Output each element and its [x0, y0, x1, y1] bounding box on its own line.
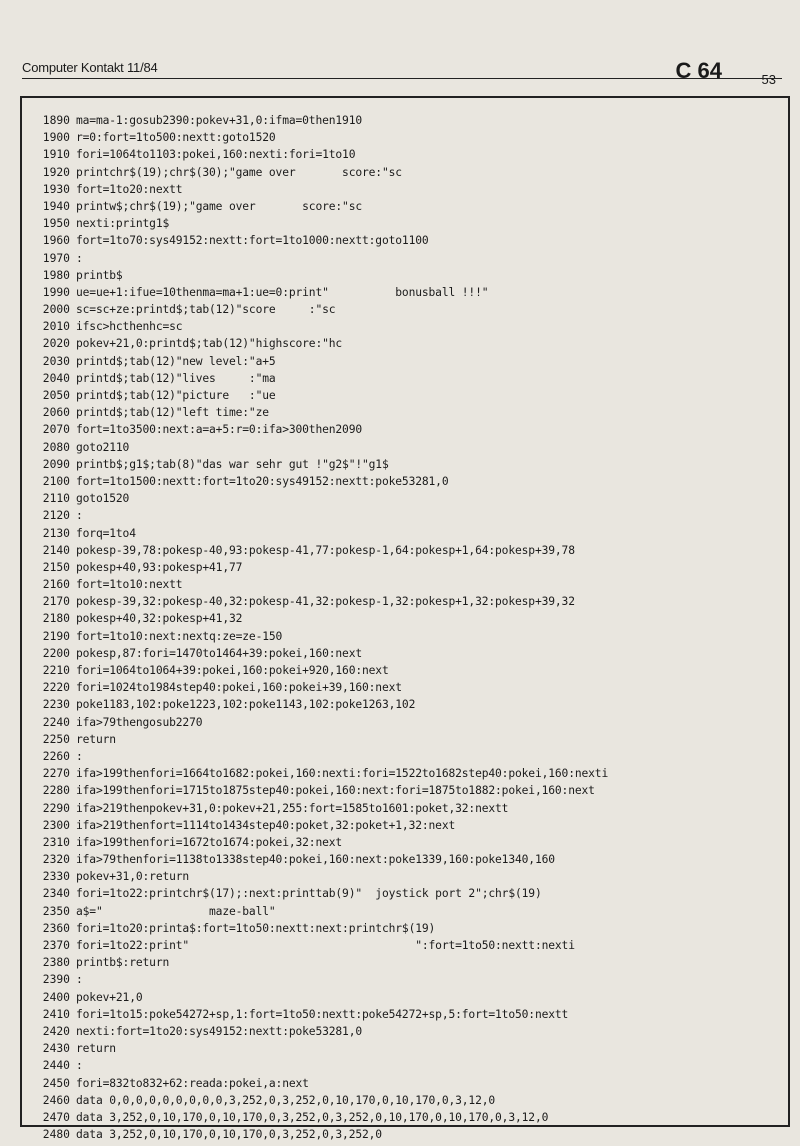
code-line — [28, 885, 786, 902]
line-number: 2310 — [42, 835, 70, 849]
line-number: 2150 — [42, 560, 70, 574]
line-number: 2460 — [42, 1093, 70, 1107]
code-line — [28, 954, 786, 971]
line-code: : — [76, 509, 83, 523]
code-line — [28, 800, 786, 817]
code-line — [28, 559, 786, 576]
code-line — [28, 129, 786, 146]
line-number: 2220 — [42, 681, 70, 695]
line-number: 2300 — [42, 818, 70, 832]
code-line — [28, 250, 786, 267]
line-number: 2390 — [42, 973, 70, 987]
line-code: fori=1to20:printa$:fort=1to50:nextt:next:printchr$(19) — [76, 921, 436, 935]
code-line — [28, 335, 786, 352]
line-code: pokesp+40,93:pokesp+41,77 — [76, 560, 243, 574]
code-line — [28, 198, 786, 215]
code-line — [28, 989, 786, 1006]
code-line — [28, 576, 786, 593]
line-number: 1900 — [42, 131, 70, 145]
line-code: printd$;tab(12)"left time:"ze — [76, 406, 269, 420]
code-line — [28, 765, 786, 782]
line-code: a$=" maze-ball" — [76, 904, 276, 918]
code-line — [28, 542, 786, 559]
code-line — [28, 370, 786, 387]
line-code: ifa>199thenfori=1672to1674:pokei,32:next — [76, 835, 343, 849]
line-code: return — [76, 1042, 116, 1056]
line-code: forq=1to4 — [76, 526, 136, 540]
program-listing-box — [20, 96, 790, 1142]
code-line — [28, 473, 786, 490]
line-code: fori=1024to1984step40:pokei,160:pokei+39,160:next — [76, 681, 402, 695]
line-code: ifsc>hcthenhc=sc — [76, 320, 183, 334]
line-number: 2270 — [42, 767, 70, 781]
code-line — [28, 610, 786, 627]
line-code: printb$ — [76, 268, 123, 282]
line-number: 2000 — [42, 303, 70, 317]
line-number: 1910 — [42, 148, 70, 162]
code-line — [28, 215, 786, 232]
line-code: ifa>219thenfort=1114to1434step40:poket,32:poket+1,32:next — [76, 818, 456, 832]
code-line — [28, 748, 786, 765]
line-number: 2170 — [42, 595, 70, 609]
line-number: 2230 — [42, 698, 70, 712]
line-code: ue=ue+1:ifue=10thenma=ma+1:ue=0:print" bonusball !!!" — [76, 285, 489, 299]
line-code: ifa>219thenpokev+31,0:pokev+21,255:fort=1585to1601:poket,32:nextt — [76, 801, 509, 815]
line-code: ifa>79thenfori=1138to1338step40:pokei,160:next:poke1339,160:poke1340,160 — [76, 853, 555, 867]
code-line — [28, 507, 786, 524]
line-code: printb$:return — [76, 956, 170, 970]
code-line — [28, 1092, 786, 1109]
header-rule — [22, 78, 782, 79]
line-number: 2120 — [42, 509, 70, 523]
line-code: printd$;tab(12)"new level:"a+5 — [76, 354, 276, 368]
code-line — [28, 817, 786, 834]
line-number: 2190 — [42, 629, 70, 643]
line-code: goto1520 — [76, 492, 130, 506]
line-number: 2350 — [42, 904, 70, 918]
line-number: 2280 — [42, 784, 70, 798]
line-code: ma=ma-1:gosub2390:pokev+31,0:ifma=0then1910 — [76, 114, 363, 127]
line-code: sc=sc+ze:printd$;tab(12)"score :"sc — [76, 303, 336, 317]
line-code: printd$;tab(12)"picture :"ue — [76, 389, 276, 402]
line-code: ifa>199thenfori=1715to1875step40:pokei,160:next:fori=1875to1882:pokei,160:next — [76, 784, 595, 798]
line-code: : — [76, 1059, 83, 1073]
code-line — [28, 851, 786, 868]
line-number: 1890 — [42, 114, 70, 127]
code-line — [28, 971, 786, 988]
line-number: 2030 — [42, 354, 70, 368]
line-code: : — [76, 251, 83, 265]
code-line — [28, 404, 786, 421]
line-code: fori=832to832+62:reada:pokei,a:next — [76, 1076, 309, 1090]
line-number: 2320 — [42, 853, 70, 867]
line-code: fori=1064to1064+39:pokei,160:pokei+920,160:next — [76, 664, 389, 677]
line-number: 1950 — [42, 217, 70, 231]
code-line — [28, 593, 786, 610]
code-line — [28, 181, 786, 198]
line-number: 2210 — [42, 664, 70, 677]
line-number: 1920 — [42, 165, 70, 179]
line-code: pokesp-39,32:pokesp-40,32:pokesp-41,32:pokesp-1,32:pokesp+1,32:pokesp+39,32 — [76, 595, 575, 609]
code-line — [28, 679, 786, 696]
code-line — [28, 662, 786, 679]
code-line — [28, 1057, 786, 1074]
line-code: fort=1to70:sys49152:nextt:fort=1to1000:nextt:goto1100 — [76, 234, 429, 248]
line-number: 2440 — [42, 1059, 70, 1073]
code-line — [28, 456, 786, 473]
line-number: 2010 — [42, 320, 70, 334]
line-number: 2420 — [42, 1024, 70, 1038]
line-number: 2050 — [42, 389, 70, 402]
line-number: 2370 — [42, 939, 70, 952]
brand-label: C 64 — [675, 58, 722, 83]
line-code: fort=1to10:nextt — [76, 578, 183, 592]
code-line — [28, 714, 786, 731]
code-line — [28, 1126, 786, 1143]
code-line — [28, 1040, 786, 1057]
line-number: 1930 — [42, 182, 70, 196]
line-code: fort=1to10:next:nextq:ze=ze-150 — [76, 629, 283, 643]
line-code: : — [76, 973, 83, 987]
line-number: 2080 — [42, 440, 70, 454]
magazine-title: Computer Kontakt 11/84 — [22, 60, 158, 75]
code-line — [28, 146, 786, 163]
code-line — [28, 1006, 786, 1023]
code-line — [28, 267, 786, 284]
line-code: pokesp,87:fori=1470to1464+39:pokei,160:next — [76, 646, 363, 660]
line-number: 2040 — [42, 371, 70, 385]
line-number: 1940 — [42, 199, 70, 213]
line-number: 2140 — [42, 543, 70, 557]
line-code: nexti:fort=1to20:sys49152:nextt:poke53281,0 — [76, 1024, 363, 1038]
line-number: 1960 — [42, 234, 70, 248]
code-line — [28, 1109, 786, 1126]
program-listing — [28, 112, 786, 1143]
line-code: r=0:fort=1to500:nextt:goto1520 — [76, 131, 276, 145]
page-number: 53 — [761, 72, 776, 87]
code-line — [28, 920, 786, 937]
line-number: 1980 — [42, 268, 70, 282]
code-line — [28, 834, 786, 851]
line-number: 2480 — [42, 1128, 70, 1142]
code-line — [28, 782, 786, 799]
code-line — [28, 731, 786, 748]
line-code: printd$;tab(12)"lives :"ma — [76, 371, 276, 385]
line-code: goto2110 — [76, 440, 130, 454]
line-number: 2180 — [42, 612, 70, 626]
line-code: data 0,0,0,0,0,0,0,0,0,3,252,0,3,252,0,10,170,0,10,170,0,3,12,0 — [76, 1093, 496, 1107]
line-number: 2100 — [42, 474, 70, 488]
line-code: data 3,252,0,10,170,0,10,170,0,3,252,0,3,252,0,10,170,0,10,170,0,3,12,0 — [76, 1110, 549, 1124]
line-number: 2110 — [42, 492, 70, 506]
code-line — [28, 353, 786, 370]
code-line — [28, 628, 786, 645]
line-code: ifa>199thenfori=1664to1682:pokei,160:nexti:fori=1522to1682step40:pokei,160:nexti — [76, 767, 609, 781]
code-line — [28, 525, 786, 542]
code-line — [28, 164, 786, 181]
line-number: 1990 — [42, 285, 70, 299]
line-number: 2330 — [42, 870, 70, 884]
code-line — [28, 318, 786, 335]
line-code: pokev+21,0:printd$;tab(12)"highscore:"hc — [76, 337, 343, 351]
line-code: printb$;g1$;tab(8)"das war sehr gut !"g2$"!"g1$ — [76, 457, 389, 471]
code-line — [28, 284, 786, 301]
code-line — [28, 112, 786, 129]
line-number: 2090 — [42, 457, 70, 471]
line-code: fort=1to20:nextt — [76, 182, 183, 196]
line-number: 2360 — [42, 921, 70, 935]
code-line — [28, 232, 786, 249]
line-number: 2060 — [42, 406, 70, 420]
code-line — [28, 1023, 786, 1040]
line-code: fort=1to3500:next:a=a+5:r=0:ifa>300then2090 — [76, 423, 363, 437]
line-number: 2020 — [42, 337, 70, 351]
line-number: 2240 — [42, 715, 70, 729]
code-line — [28, 490, 786, 507]
code-line — [28, 903, 786, 920]
line-code: printchr$(19);chr$(30);"game over score:"sc — [76, 165, 402, 179]
line-number: 2430 — [42, 1042, 70, 1056]
line-code: ifa>79thengosub2270 — [76, 715, 203, 729]
line-number: 2290 — [42, 801, 70, 815]
code-line — [28, 387, 786, 404]
line-code: poke1183,102:poke1223,102:poke1143,102:poke1263,102 — [76, 698, 416, 712]
line-number: 2200 — [42, 646, 70, 660]
line-code: fori=1to15:poke54272+sp,1:fort=1to50:nextt:poke54272+sp,5:fort=1to50:nextt — [76, 1007, 569, 1021]
line-code: nexti:printg1$ — [76, 217, 170, 231]
line-number: 2260 — [42, 749, 70, 763]
line-number: 1970 — [42, 251, 70, 265]
line-number: 2400 — [42, 990, 70, 1004]
line-number: 2380 — [42, 956, 70, 970]
line-number: 2130 — [42, 526, 70, 540]
line-number: 2450 — [42, 1076, 70, 1090]
line-code: pokesp+40,32:pokesp+41,32 — [76, 612, 243, 626]
line-code: fori=1to22:printchr$(17);:next:printtab(9)" joystick port 2";chr$(19) — [76, 887, 542, 901]
line-code: fori=1064to1103:pokei,160:nexti:fori=1to10 — [76, 148, 356, 162]
line-number: 2250 — [42, 732, 70, 746]
line-code: printw$;chr$(19);"game over score:"sc — [76, 199, 363, 213]
line-code: return — [76, 732, 116, 746]
line-code: data 3,252,0,10,170,0,10,170,0,3,252,0,3,252,0 — [76, 1128, 382, 1142]
line-code: pokesp-39,78:pokesp-40,93:pokesp-41,77:pokesp-1,64:pokesp+1,64:pokesp+39,78 — [76, 543, 575, 557]
code-line — [28, 645, 786, 662]
line-code: pokev+21,0 — [76, 990, 143, 1004]
code-line — [28, 421, 786, 438]
line-code: pokev+31,0:return — [76, 870, 190, 884]
page-header — [22, 50, 782, 92]
line-number: 2160 — [42, 578, 70, 592]
code-line — [28, 439, 786, 456]
code-line — [28, 696, 786, 713]
code-line — [28, 868, 786, 885]
line-number: 2070 — [42, 423, 70, 437]
line-code: fori=1to22:print" ":fort=1to50:nextt:nexti — [76, 939, 575, 952]
line-number: 2470 — [42, 1110, 70, 1124]
line-code: : — [76, 749, 83, 763]
line-number: 2410 — [42, 1007, 70, 1021]
code-line — [28, 937, 786, 954]
code-line — [28, 1075, 786, 1092]
code-line — [28, 301, 786, 318]
line-number: 2340 — [42, 887, 70, 901]
line-code: fort=1to1500:nextt:fort=1to20:sys49152:nextt:poke53281,0 — [76, 474, 449, 488]
